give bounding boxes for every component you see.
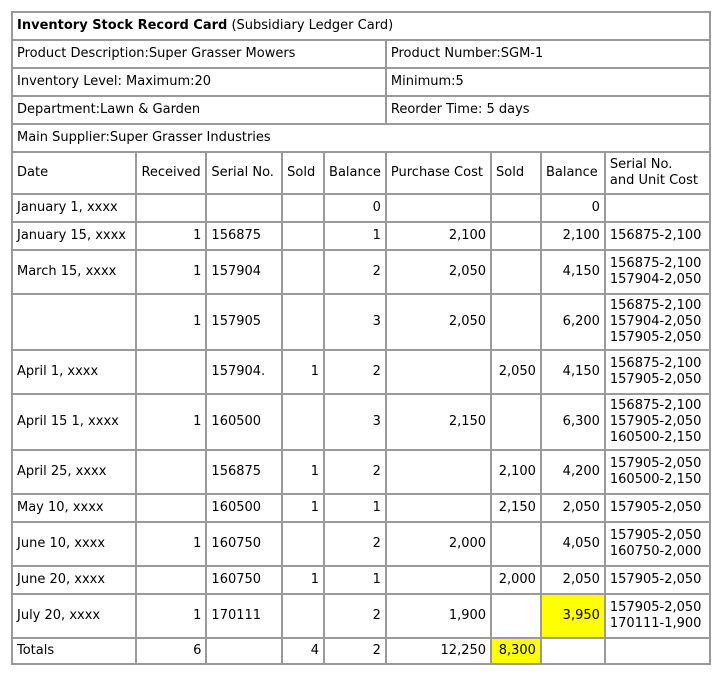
- cell-received: 1: [136, 394, 206, 450]
- col-sold: Sold: [282, 152, 324, 194]
- serial-unit-cost: 157904-2,050: [609, 272, 702, 287]
- cell-balance-cost: 6,300: [541, 394, 605, 450]
- serial-unit-cost: 160500-2,150: [609, 472, 702, 487]
- cell-balance-cost: 4,200: [541, 450, 605, 494]
- cell-serial: 160500: [206, 394, 282, 450]
- cell-date: April 1, xxxx: [12, 350, 136, 394]
- serial-unit-cost: 157905-2,050: [609, 414, 702, 429]
- col-serial-unit-line1: Serial No.: [609, 157, 673, 172]
- cell-serial-unit-costs: [605, 594, 710, 638]
- cell-purchase: 2,100: [386, 222, 491, 250]
- cell-sold: 1: [282, 494, 324, 522]
- inventory-table: [11, 11, 711, 665]
- cell-balance: 3: [324, 294, 386, 350]
- cell-serial-unit-costs: [605, 494, 710, 522]
- cell-serial-unit-costs: [605, 394, 710, 450]
- cell-purchase: [386, 350, 491, 394]
- table-row: [12, 566, 710, 594]
- cell-sold: 1: [282, 450, 324, 494]
- product-number: Product Number:SGM-1: [386, 40, 710, 68]
- cell-date: April 15 1, xxxx: [12, 394, 136, 450]
- card-title-bold: Inventory Stock Record Card: [17, 18, 228, 33]
- cell-balance: 1: [324, 494, 386, 522]
- table-row: [12, 250, 710, 294]
- main-supplier: Main Supplier:Super Grasser Industries: [12, 124, 710, 152]
- cell-balance: 2: [324, 350, 386, 394]
- cell-serial: 160750: [206, 522, 282, 566]
- cell-serial-unit-costs: [605, 222, 710, 250]
- inventory-level-row: [12, 68, 710, 96]
- cell-serial: 157904: [206, 250, 282, 294]
- cell-purchase: 2,000: [386, 522, 491, 566]
- cell-sold-cost: [491, 394, 541, 450]
- table-row: [12, 194, 710, 222]
- col-serial-no: Serial No.: [206, 152, 282, 194]
- cell-balance: 2: [324, 594, 386, 638]
- serial-unit-cost: 156875-2,100: [609, 256, 702, 271]
- table-row: [12, 394, 710, 450]
- supplier-row: [12, 124, 710, 152]
- cell-received: 1: [136, 222, 206, 250]
- serial-unit-cost: 156875-2,100: [609, 356, 702, 371]
- cell-balance: 3: [324, 394, 386, 450]
- cell-received: [136, 350, 206, 394]
- col-date: Date: [12, 152, 136, 194]
- cell-date: June 20, xxxx: [12, 566, 136, 594]
- cell-balance: 2: [324, 250, 386, 294]
- minimum-level: Minimum:5: [386, 68, 710, 96]
- title-row: [12, 12, 710, 40]
- cell-serial-unit-costs: [605, 522, 710, 566]
- cell-sold-cost: [491, 194, 541, 222]
- cell-serial: 160750: [206, 566, 282, 594]
- cell-balance: 0: [324, 194, 386, 222]
- col-purchase-cost: Purchase Cost: [386, 152, 491, 194]
- card-title: [12, 12, 710, 40]
- col-serial-unit-cost: [605, 152, 710, 194]
- cell-balance-cost: 4,050: [541, 522, 605, 566]
- cell-purchase: 2,050: [386, 294, 491, 350]
- serial-unit-cost: 156875-2,100: [609, 398, 702, 413]
- cell-sold-cost: 2,100: [491, 450, 541, 494]
- col-serial-unit-line2: and Unit Cost: [609, 173, 698, 188]
- totals-label: Totals: [12, 638, 136, 664]
- cell-sold-cost: 2,150: [491, 494, 541, 522]
- cell-sold: 1: [282, 350, 324, 394]
- cell-sold: [282, 222, 324, 250]
- cell-serial: 156875: [206, 450, 282, 494]
- serial-unit-cost: 157905-2,050: [609, 572, 702, 587]
- cell-balance-cost: 4,150: [541, 250, 605, 294]
- card-title-sub: (Subsidiary Ledger Card): [231, 18, 394, 33]
- cell-balance-cost: 6,200: [541, 294, 605, 350]
- cell-balance-cost: 0: [541, 194, 605, 222]
- serial-unit-cost: 157905-2,050: [609, 600, 702, 615]
- cell-balance-cost: 2,100: [541, 222, 605, 250]
- serial-unit-cost: 160500-2,150: [609, 430, 702, 445]
- table-row: [12, 350, 710, 394]
- product-description: Product Description:Super Grasser Mowers: [12, 40, 386, 68]
- cell-purchase: [386, 194, 491, 222]
- cell-received: [136, 194, 206, 222]
- inventory-card: [11, 11, 711, 665]
- table-row: [12, 450, 710, 494]
- department: Department:Lawn & Garden: [12, 96, 386, 124]
- cell-sold-cost: 2,050: [491, 350, 541, 394]
- cell-balance: 1: [324, 222, 386, 250]
- serial-unit-cost: 157905-2,050: [609, 456, 702, 471]
- totals-received: 6: [136, 638, 206, 664]
- col-balance: Balance: [324, 152, 386, 194]
- serial-unit-cost: 157905-2,050: [609, 372, 702, 387]
- col-received: Received: [136, 152, 206, 194]
- department-row: [12, 96, 710, 124]
- cell-sold-cost: [491, 522, 541, 566]
- ledger-rows: [12, 194, 710, 638]
- cell-purchase: [386, 566, 491, 594]
- serial-unit-cost: 156875-2,100: [609, 228, 702, 243]
- cell-serial-unit-costs: [605, 450, 710, 494]
- cell-sold-cost: 2,000: [491, 566, 541, 594]
- cell-sold-cost: [491, 222, 541, 250]
- cell-purchase: 1,900: [386, 594, 491, 638]
- cell-balance-cost: 3,950: [541, 594, 605, 638]
- serial-unit-cost: 170111-1,900: [609, 616, 702, 631]
- cell-received: 1: [136, 594, 206, 638]
- cell-purchase: 2,150: [386, 394, 491, 450]
- cell-sold: [282, 194, 324, 222]
- cell-purchase: [386, 450, 491, 494]
- totals-serial-empty: [206, 638, 282, 664]
- cell-date: [12, 294, 136, 350]
- totals-row: [12, 638, 710, 664]
- cell-date: January 15, xxxx: [12, 222, 136, 250]
- cell-serial: 160500: [206, 494, 282, 522]
- cell-serial-unit-costs: [605, 250, 710, 294]
- cell-sold-cost: [491, 294, 541, 350]
- cell-date: April 25, xxxx: [12, 450, 136, 494]
- cell-purchase: [386, 494, 491, 522]
- cell-balance: 2: [324, 450, 386, 494]
- cell-serial: 156875: [206, 222, 282, 250]
- cell-received: 1: [136, 250, 206, 294]
- cell-date: July 20, xxxx: [12, 594, 136, 638]
- col-sold-cost: Sold: [491, 152, 541, 194]
- cell-sold: [282, 522, 324, 566]
- cell-received: [136, 450, 206, 494]
- cell-serial-unit-costs: [605, 194, 710, 222]
- cell-sold: [282, 394, 324, 450]
- totals-balance: 2: [324, 638, 386, 664]
- serial-unit-cost: 160750-2,000: [609, 544, 702, 559]
- cell-sold: [282, 594, 324, 638]
- cell-sold-cost: [491, 594, 541, 638]
- cell-received: [136, 566, 206, 594]
- cell-balance-cost: 2,050: [541, 494, 605, 522]
- product-row: [12, 40, 710, 68]
- cell-sold: 1: [282, 566, 324, 594]
- reorder-time: Reorder Time: 5 days: [386, 96, 710, 124]
- cell-date: June 10, xxxx: [12, 522, 136, 566]
- cell-date: January 1, xxxx: [12, 194, 136, 222]
- cell-balance: 1: [324, 566, 386, 594]
- cell-balance-cost: 4,150: [541, 350, 605, 394]
- serial-unit-cost: 157905-2,050: [609, 528, 702, 543]
- cell-sold: [282, 250, 324, 294]
- cell-serial-unit-costs: [605, 566, 710, 594]
- cell-date: March 15, xxxx: [12, 250, 136, 294]
- totals-sold: 4: [282, 638, 324, 664]
- cell-balance-cost: 2,050: [541, 566, 605, 594]
- cell-serial-unit-costs: [605, 350, 710, 394]
- serial-unit-cost: 156875-2,100: [609, 298, 702, 313]
- cell-received: 1: [136, 522, 206, 566]
- cell-serial-unit-costs: [605, 294, 710, 350]
- cell-received: [136, 494, 206, 522]
- serial-unit-cost: 157905-2,050: [609, 330, 702, 345]
- table-row: [12, 594, 710, 638]
- totals-sold-cost: 8,300: [491, 638, 541, 664]
- serial-unit-cost: 157904-2,050: [609, 314, 702, 329]
- totals-purchase: 12,250: [386, 638, 491, 664]
- cell-serial: 157905: [206, 294, 282, 350]
- cell-purchase: 2,050: [386, 250, 491, 294]
- totals-units-empty: [605, 638, 710, 664]
- cell-balance: 2: [324, 522, 386, 566]
- serial-unit-cost: 157905-2,050: [609, 500, 702, 515]
- inventory-level: Inventory Level: Maximum:20: [12, 68, 386, 96]
- table-row: [12, 522, 710, 566]
- table-row: [12, 222, 710, 250]
- cell-serial: 170111: [206, 594, 282, 638]
- cell-date: May 10, xxxx: [12, 494, 136, 522]
- cell-sold-cost: [491, 250, 541, 294]
- table-row: [12, 294, 710, 350]
- cell-serial: 157904.: [206, 350, 282, 394]
- cell-received: 1: [136, 294, 206, 350]
- cell-sold: [282, 294, 324, 350]
- column-header-row: [12, 152, 710, 194]
- totals-balance-cost-empty: [541, 638, 605, 664]
- col-balance-cost: Balance: [541, 152, 605, 194]
- table-row: [12, 494, 710, 522]
- cell-serial: [206, 194, 282, 222]
